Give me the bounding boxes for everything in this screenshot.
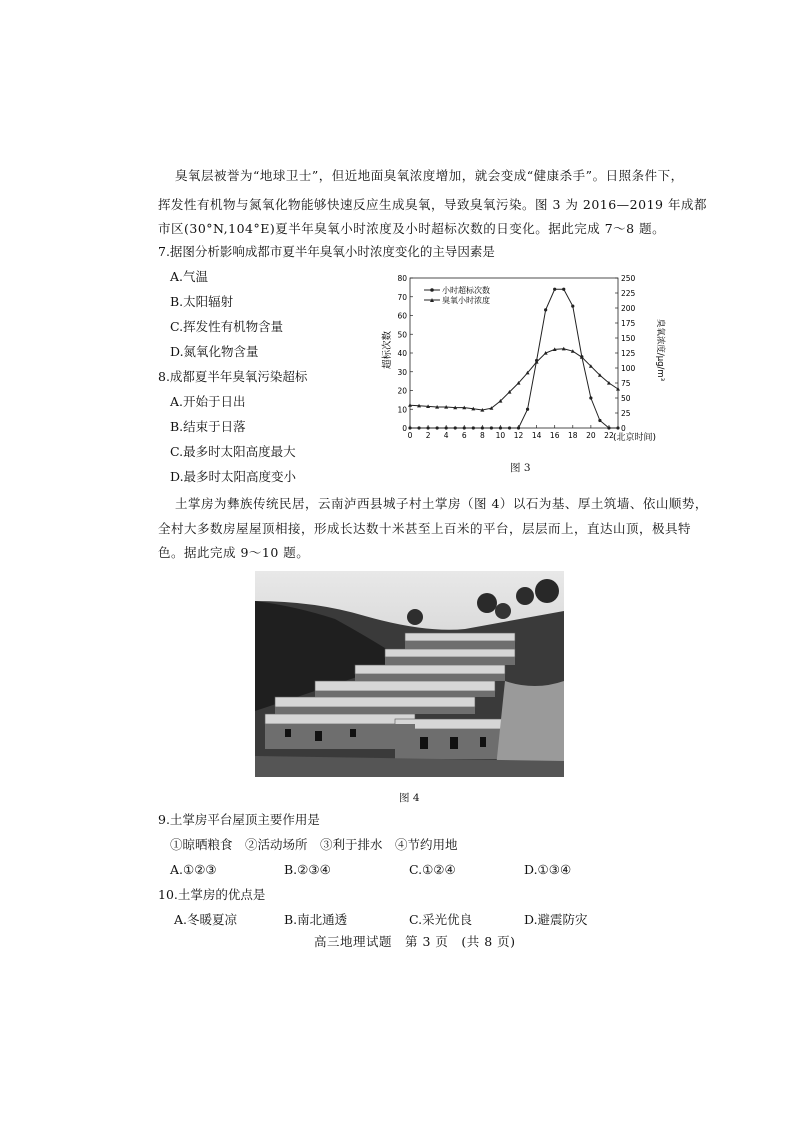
figure-3-caption: 图 3 xyxy=(510,462,531,474)
y-left-tick-label: 20 xyxy=(397,386,407,396)
figure-4-caption: 图 4 xyxy=(399,792,420,804)
q9-option-a: A.①②③ xyxy=(170,862,217,877)
series-1-point xyxy=(472,426,475,429)
y-right-tick-label: 175 xyxy=(621,319,636,328)
x-tick-label: 10 xyxy=(495,431,506,440)
q7-option-c: C.挥发性有机物含量 xyxy=(170,319,284,334)
series-1-point xyxy=(616,426,619,429)
y-right-tick-label: 225 xyxy=(621,289,636,298)
y-right-tick-label: 75 xyxy=(621,379,631,388)
y-left-tick-label: 80 xyxy=(397,274,407,283)
y-left-tick-label: 0 xyxy=(402,424,407,433)
x-tick-label: 0 xyxy=(407,431,413,440)
y-axis-right-label: 臭氧浓度/μg/m³ xyxy=(655,318,665,382)
y-right-tick-label: 0 xyxy=(621,424,626,433)
legend-series-1: 小时超标次数 xyxy=(442,286,490,295)
x-tick-label: 22 xyxy=(604,431,614,440)
q9-stem: 9.土掌房平台屋顶主要作用是 xyxy=(158,812,320,827)
x-tick-label: 14 xyxy=(531,431,542,440)
series-1-point xyxy=(526,408,529,411)
series-1-point xyxy=(544,308,547,311)
series-1-point xyxy=(571,305,574,308)
intro2-line-1: 土掌房为彝族传统民居，云南泸西县城子村土掌房（图 4）以石为基、厚土筑墙、依山顺势， xyxy=(175,496,708,511)
y-left-tick-label: 50 xyxy=(397,330,407,340)
q8-option-c: C.最多时太阳高度最大 xyxy=(170,444,296,459)
q7-option-b: B.太阳辐射 xyxy=(170,294,234,309)
series-1-point xyxy=(490,426,493,429)
x-tick-label: 16 xyxy=(549,431,560,440)
figure-3-chart xyxy=(380,268,680,448)
q10-stem: 10.土掌房的优点是 xyxy=(158,887,266,902)
x-tick-label: 2 xyxy=(425,431,431,440)
page-footer: 高三地理试题 第 3 页 (共 8 页) xyxy=(314,934,516,949)
q8-option-d: D.最多时太阳高度变小 xyxy=(170,469,297,484)
intro1-line-3: 市区(30°N,104°E)夏半年臭氧小时浓度及小时超标次数的日变化。据此完成 7～8 题。 xyxy=(158,221,666,236)
series-1-point xyxy=(481,426,484,429)
q10-option-d: D.避震防灾 xyxy=(524,912,588,927)
x-tick-label: 4 xyxy=(443,431,449,440)
series-1-point xyxy=(589,396,592,399)
y-left-tick-label: 30 xyxy=(397,367,407,377)
intro1-line-1: 臭氧层被誉为“地球卫士”，但近地面臭氧浓度增加，就会变成“健康杀手”。日照条件下， xyxy=(175,168,684,183)
series-1-point xyxy=(426,426,429,429)
series-1-point xyxy=(436,426,439,429)
series-1-point xyxy=(408,426,411,429)
intro2-line-2: 全村大多数房屋屋顶相接，形成长达数十米甚至上百米的平台，层层而上，直达山顶，极具特 xyxy=(158,521,692,536)
series-1-point xyxy=(417,426,420,429)
q8-option-a: A.开始于日出 xyxy=(170,394,246,409)
series-1-point xyxy=(553,288,556,291)
series-1-point xyxy=(445,426,448,429)
intro1-line-2: 挥发性有机物与氮氧化物能够快速反应生成臭氧，导致臭氧污染。图 3 为 2016—2019 年成都 xyxy=(158,197,707,212)
y-left-tick-label: 40 xyxy=(397,349,407,358)
y-right-tick-label: 25 xyxy=(621,409,631,418)
y-right-tick-label: 250 xyxy=(621,274,636,283)
x-tick-label: 6 xyxy=(461,431,467,440)
y-left-tick-label: 10 xyxy=(397,405,407,415)
x-axis-label: (北京时间) xyxy=(613,433,657,443)
series-1-point xyxy=(562,288,565,291)
series-1-point xyxy=(598,419,601,422)
x-tick-label: 12 xyxy=(513,431,524,440)
legend-series-2: 臭氧小时浓度 xyxy=(442,296,490,305)
q9-option-d: D.①③④ xyxy=(524,862,572,877)
q10-option-a: A.冬暖夏凉 xyxy=(174,912,238,927)
q7-option-a: A.气温 xyxy=(170,269,209,284)
x-tick-label: 8 xyxy=(479,431,485,440)
series-1-point xyxy=(517,426,520,429)
y-left-tick-label: 60 xyxy=(397,311,407,321)
y-right-tick-label: 100 xyxy=(621,364,636,373)
y-right-tick-label: 50 xyxy=(621,394,631,403)
q8-stem: 8.成都夏半年臭氧污染超标 xyxy=(158,369,308,384)
y-right-tick-label: 200 xyxy=(621,304,636,313)
x-tick-label: 18 xyxy=(568,431,578,440)
q9-option-b: B.②③④ xyxy=(284,862,331,877)
q7-stem: 7.据图分析影响成都市夏半年臭氧小时浓度变化的主导因素是 xyxy=(158,244,495,259)
series-1-point xyxy=(508,426,511,429)
y-right-tick-label: 150 xyxy=(621,334,636,343)
y-left-tick-label: 70 xyxy=(397,292,407,302)
series-1-point xyxy=(463,426,466,429)
series-1-point xyxy=(499,426,502,429)
chart-legend xyxy=(424,285,490,305)
q9-option-c: C.①②④ xyxy=(409,862,456,877)
intro2-line-3: 色。据此完成 9～10 题。 xyxy=(158,545,310,560)
figure-4-photo xyxy=(255,571,564,777)
q10-option-c: C.采光优良 xyxy=(409,912,473,927)
q10-option-b: B.南北通透 xyxy=(284,912,348,927)
y-axis-left-label: 超标次数 xyxy=(382,330,393,370)
x-tick-label: 20 xyxy=(586,431,596,440)
q8-option-b: B.结束于日落 xyxy=(170,419,246,434)
q7-option-d: D.氮氧化物含量 xyxy=(170,344,259,359)
q9-items: ①晾晒粮食 ②活动场所 ③利于排水 ④节约用地 xyxy=(170,837,458,852)
series-1-point xyxy=(454,426,457,429)
series-1-point xyxy=(607,426,610,429)
y-right-tick-label: 125 xyxy=(621,349,636,358)
